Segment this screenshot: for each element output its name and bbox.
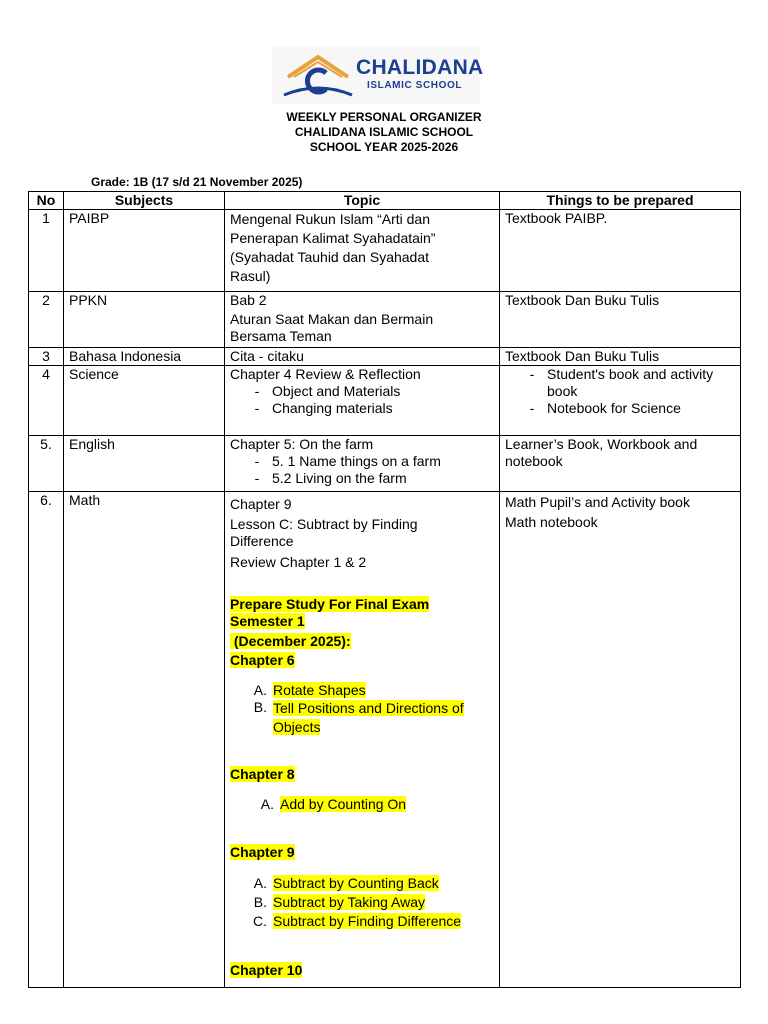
row-subject: PAIBP xyxy=(64,210,225,292)
logo-subtitle: ISLAMIC SCHOOL xyxy=(367,80,463,91)
document-header xyxy=(0,110,768,155)
header-topic: Topic xyxy=(225,192,500,210)
row-topic xyxy=(225,366,500,436)
row-number: 6. xyxy=(29,492,64,988)
topic-line: Lesson C: Subtract by Finding Difference xyxy=(230,516,418,549)
header-no: No xyxy=(29,192,64,210)
header-title: WEEKLY PERSONAL ORGANIZER xyxy=(286,110,482,124)
row-topic: Cita - citaku xyxy=(225,348,500,366)
header-school: CHALIDANA ISLAMIC SCHOOL xyxy=(294,125,474,139)
exam-date-text: (December 2025): xyxy=(230,633,351,649)
table-row xyxy=(29,436,741,492)
row-number: 5. xyxy=(29,436,64,492)
organizer-table xyxy=(28,191,741,988)
table-row xyxy=(29,366,741,436)
list-marker: A. xyxy=(260,796,274,812)
topic-line: Bersama Teman xyxy=(230,328,332,344)
topic-line: (Syahadat Tauhid dan Syahadat xyxy=(230,249,430,265)
list-item-text: Subtract by Taking Away xyxy=(273,894,426,910)
list-item-text: Add by Counting On xyxy=(280,796,407,812)
row-prepare: Textbook PAIBP. xyxy=(500,210,741,292)
list-marker: B. xyxy=(253,699,267,715)
row-topic xyxy=(225,436,500,492)
list-item: - Notebook for Science xyxy=(529,400,681,416)
list-marker: B. xyxy=(253,894,267,910)
list-item-text: Object and Materials xyxy=(272,383,401,399)
topic-line: Aturan Saat Makan dan Bermain xyxy=(230,311,434,327)
row-prepare: Learner’s Book, Workbook and notebook xyxy=(500,436,741,492)
topic-title: Chapter 4 Review & Reflection xyxy=(230,366,421,382)
list-item-text: Subtract by Counting Back xyxy=(273,875,439,891)
table-header-row xyxy=(29,192,741,210)
topic-line: Mengenal Rukun Islam “Arti dan xyxy=(230,211,430,227)
list-item: - 5.2 Living on the farm xyxy=(254,470,407,486)
list-marker: A. xyxy=(253,682,267,698)
list-item-text: Student's book and activity book xyxy=(547,366,714,399)
row-subject: Bahasa Indonesia xyxy=(64,348,225,366)
grade-label: Grade: 1B (17 s/d 21 November 2025) xyxy=(91,175,303,189)
table-row xyxy=(29,492,741,988)
row-topic xyxy=(225,210,500,292)
row-subject: PPKN xyxy=(64,292,225,348)
chapter-heading xyxy=(230,962,494,979)
row-prepare: Textbook Dan Buku Tulis xyxy=(500,292,741,348)
list-item xyxy=(230,682,494,699)
topic-line: Chapter 9 xyxy=(230,496,292,512)
row-number: 3 xyxy=(29,348,64,366)
prepare-line: Math Pupil’s and Activity book xyxy=(505,494,690,510)
exam-title xyxy=(230,596,494,630)
table-row xyxy=(29,348,741,366)
row-topic xyxy=(225,492,500,988)
list-item xyxy=(230,912,494,931)
chapter-heading xyxy=(230,766,494,783)
list-item-text: Rotate Shapes xyxy=(273,682,366,698)
topic-line: Rasul) xyxy=(230,268,271,284)
row-prepare xyxy=(500,492,741,988)
header-prepare: Things to be prepared xyxy=(500,192,741,210)
list-item: - 5. 1 Name things on a farm xyxy=(254,453,441,469)
list-marker: A. xyxy=(253,875,267,891)
list-item-text: Tell Positions and Directions of Objects xyxy=(273,700,464,735)
topic-line: Review Chapter 1 & 2 xyxy=(230,554,367,570)
list-item-text: 5. 1 Name things on a farm xyxy=(272,453,441,469)
table-row xyxy=(29,210,741,292)
chapter-title: Chapter 8 xyxy=(230,766,295,782)
topic-title: Chapter 5: On the farm xyxy=(230,436,374,452)
list-item xyxy=(230,796,494,813)
list-item-text: Notebook for Science xyxy=(547,400,681,416)
row-topic xyxy=(225,292,500,348)
list-item-text: Subtract by Finding Difference xyxy=(273,913,462,929)
row-prepare: Textbook Dan Buku Tulis xyxy=(500,348,741,366)
chapter-heading xyxy=(230,844,494,861)
list-marker: C. xyxy=(253,913,267,929)
list-item: - Object and Materials xyxy=(254,383,401,399)
chapter9-list xyxy=(230,874,494,931)
row-subject: English xyxy=(64,436,225,492)
table-row xyxy=(29,292,741,348)
list-item xyxy=(230,874,494,893)
exam-date xyxy=(230,633,494,650)
list-item xyxy=(230,893,494,912)
chapter8-list xyxy=(230,796,494,813)
list-item: - Student's book and activity book xyxy=(505,366,735,400)
chapter6-list xyxy=(230,682,494,737)
crescent-emblem-icon xyxy=(282,51,354,99)
chapter-title: Chapter 6 xyxy=(230,652,295,668)
chapter-title: Chapter 9 xyxy=(230,844,295,860)
row-subject: Math xyxy=(64,492,225,988)
row-subject: Science xyxy=(64,366,225,436)
list-item-text: Changing materials xyxy=(272,400,393,416)
list-item-text: 5.2 Living on the farm xyxy=(272,470,407,486)
prepare-line: Math notebook xyxy=(505,514,598,530)
row-number: 2 xyxy=(29,292,64,348)
logo-name: CHALIDANA xyxy=(356,56,484,79)
header-year: SCHOOL YEAR 2025-2026 xyxy=(309,140,459,154)
school-logo xyxy=(272,46,484,104)
row-prepare xyxy=(500,366,741,436)
row-number: 4 xyxy=(29,366,64,436)
list-item: - Changing materials xyxy=(254,400,393,416)
topic-line: Penerapan Kalimat Syahadatain” xyxy=(230,230,436,246)
chapter-title: Chapter 10 xyxy=(230,962,303,978)
row-number: 1 xyxy=(29,210,64,292)
chapter-heading xyxy=(230,652,494,669)
header-subjects: Subjects xyxy=(64,192,225,210)
exam-title-text: Prepare Study For Final Exam Semester 1 xyxy=(230,596,430,629)
topic-line: Bab 2 xyxy=(230,292,267,308)
list-item xyxy=(230,699,494,737)
